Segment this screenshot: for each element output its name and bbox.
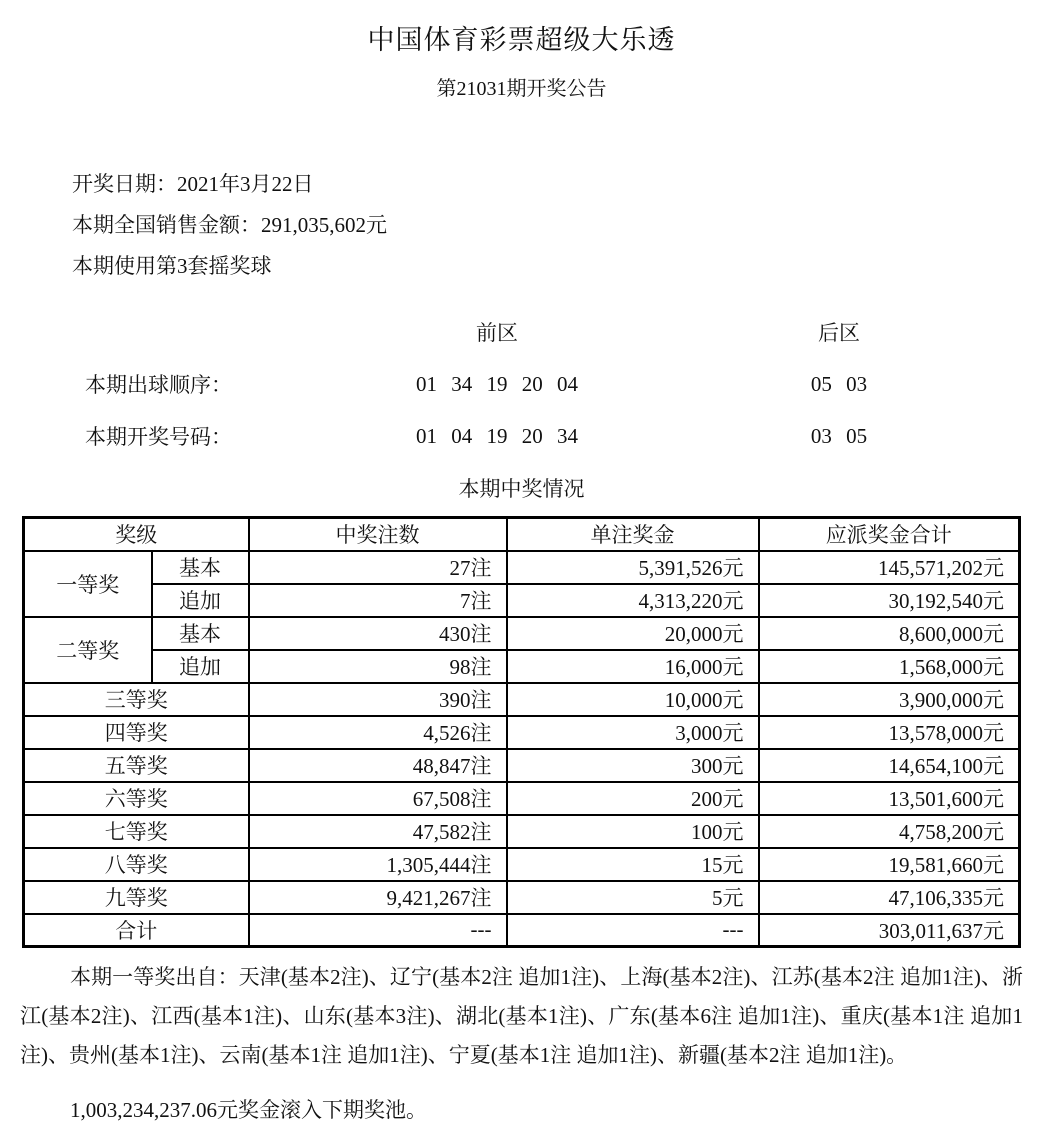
table-row-eighth [24, 848, 1020, 881]
cell-level-first: 一等奖 [24, 551, 152, 617]
prize-table-title: 本期中奖情况 [458, 477, 585, 501]
prize-table [22, 516, 1021, 948]
cell-count-third: 390注 [249, 683, 507, 716]
sequence-back-numbers: 05 03 [810, 371, 868, 396]
header-cell-count: 中奖注数 [249, 518, 507, 551]
cell-count-second-add: 98注 [249, 650, 507, 683]
draw-date-line: 开奖日期：2021年3月22日 [72, 172, 314, 196]
cell-total-sixth: 13,501,600元 [759, 782, 1020, 815]
footer-block [20, 958, 1023, 1130]
cell-total-eighth: 19,581,660元 [759, 848, 1020, 881]
cell-level-seventh: 七等奖 [24, 815, 249, 848]
cell-single-second-basic: 20,000元 [507, 617, 759, 650]
cell-level-ninth: 九等奖 [24, 881, 249, 914]
cell-total-second-add: 1,568,000元 [759, 650, 1020, 683]
cell-type-first-basic: 基本 [152, 551, 249, 584]
table-row-total [24, 914, 1020, 947]
cell-level-third: 三等奖 [24, 683, 249, 716]
cell-single-third: 10,000元 [507, 683, 759, 716]
cell-total-seventh: 4,758,200元 [759, 815, 1020, 848]
table-row-seventh [24, 815, 1020, 848]
cell-total-second-basic: 8,600,000元 [759, 617, 1020, 650]
cell-single-first-basic: 5,391,526元 [507, 551, 759, 584]
cell-level-fourth: 四等奖 [24, 716, 249, 749]
table-row-second-basic [24, 617, 1020, 650]
result-back-numbers: 03 05 [810, 423, 868, 448]
cell-type-second-basic: 基本 [152, 617, 249, 650]
cell-single-fifth: 300元 [507, 749, 759, 782]
first-prize-sources-paragraph: 本期一等奖出自：天津(基本2注)、辽宁(基本2注 追加1注)、上海(基本2注)、江苏(基本2注 追加1注)、浙江(基本2注)、江西(基本1注)、山东(基本3注)、湖北(基本1注)、广东(基本6注 追加1注)、重庆(基本1注 追加1注)、贵州(基本1注)、云南(基本1注 追加1注)、宁夏(基本1注 追加1注)、新疆(基本2注 追加1注)。 [20, 965, 1023, 1067]
sequence-front-numbers: 01 34 19 20 04 [416, 371, 578, 396]
cell-count-fourth: 4,526注 [249, 716, 507, 749]
ball-set-line: 本期使用第3套摇奖球 [72, 254, 272, 278]
cell-single-fourth: 3,000元 [507, 716, 759, 749]
cell-count-ninth: 9,421,267注 [249, 881, 507, 914]
cell-level-total: 合计 [24, 914, 249, 947]
cell-level-fifth: 五等奖 [24, 749, 249, 782]
sequence-label: 本期出球顺序： [85, 373, 232, 397]
cell-type-first-add: 追加 [152, 584, 249, 617]
header-cell-single-prize: 单注奖金 [507, 518, 759, 551]
cell-total-first-basic: 145,571,202元 [759, 551, 1020, 584]
page-subtitle: 第21031期开奖公告 [436, 78, 607, 100]
cell-count-second-basic: 430注 [249, 617, 507, 650]
result-front-numbers: 01 04 19 20 34 [416, 423, 578, 448]
table-row-fifth [24, 749, 1020, 782]
cell-single-second-add: 16,000元 [507, 650, 759, 683]
cell-single-sixth: 200元 [507, 782, 759, 815]
table-row-fourth [24, 716, 1020, 749]
result-label: 本期开奖号码： [85, 425, 232, 449]
cell-single-seventh: 100元 [507, 815, 759, 848]
cell-total-fifth: 14,654,100元 [759, 749, 1020, 782]
cell-count-first-basic: 27注 [249, 551, 507, 584]
cell-total-fourth: 13,578,000元 [759, 716, 1020, 749]
cell-total-ninth: 47,106,335元 [759, 881, 1020, 914]
cell-single-ninth: 5元 [507, 881, 759, 914]
rollover-paragraph: 1,003,234,237.06元奖金滚入下期奖池。 [70, 1098, 427, 1122]
table-row-first-basic [24, 551, 1020, 584]
draw-numbers-section [0, 317, 1043, 451]
table-row-third [24, 683, 1020, 716]
table-row-second-add [24, 650, 1020, 683]
table-row-first-add [24, 584, 1020, 617]
cell-count-sixth: 67,508注 [249, 782, 507, 815]
cell-level-eighth: 八等奖 [24, 848, 249, 881]
cell-single-first-add: 4,313,220元 [507, 584, 759, 617]
cell-type-second-add: 追加 [152, 650, 249, 683]
cell-count-seventh: 47,582注 [249, 815, 507, 848]
info-block [72, 164, 1043, 287]
cell-level-sixth: 六等奖 [24, 782, 249, 815]
page-title: 中国体育彩票超级大乐透 [367, 25, 676, 55]
cell-level-second: 二等奖 [24, 617, 152, 683]
front-zone-header: 前区 [476, 321, 518, 345]
header-cell-level: 奖级 [24, 518, 249, 551]
cell-total-first-add: 30,192,540元 [759, 584, 1020, 617]
prize-table-header-row [24, 518, 1020, 551]
cell-count-first-add: 7注 [249, 584, 507, 617]
header-cell-total-prize: 应派奖金合计 [759, 518, 1020, 551]
sales-amount-line: 本期全国销售金额：291,035,602元 [72, 213, 387, 237]
cell-single-total: --- [507, 914, 759, 947]
cell-total-third: 3,900,000元 [759, 683, 1020, 716]
back-zone-header: 后区 [818, 321, 860, 345]
cell-count-fifth: 48,847注 [249, 749, 507, 782]
cell-total-total: 303,011,637元 [759, 914, 1020, 947]
cell-count-total: --- [249, 914, 507, 947]
cell-count-eighth: 1,305,444注 [249, 848, 507, 881]
table-row-ninth [24, 881, 1020, 914]
table-row-sixth [24, 782, 1020, 815]
cell-single-eighth: 15元 [507, 848, 759, 881]
